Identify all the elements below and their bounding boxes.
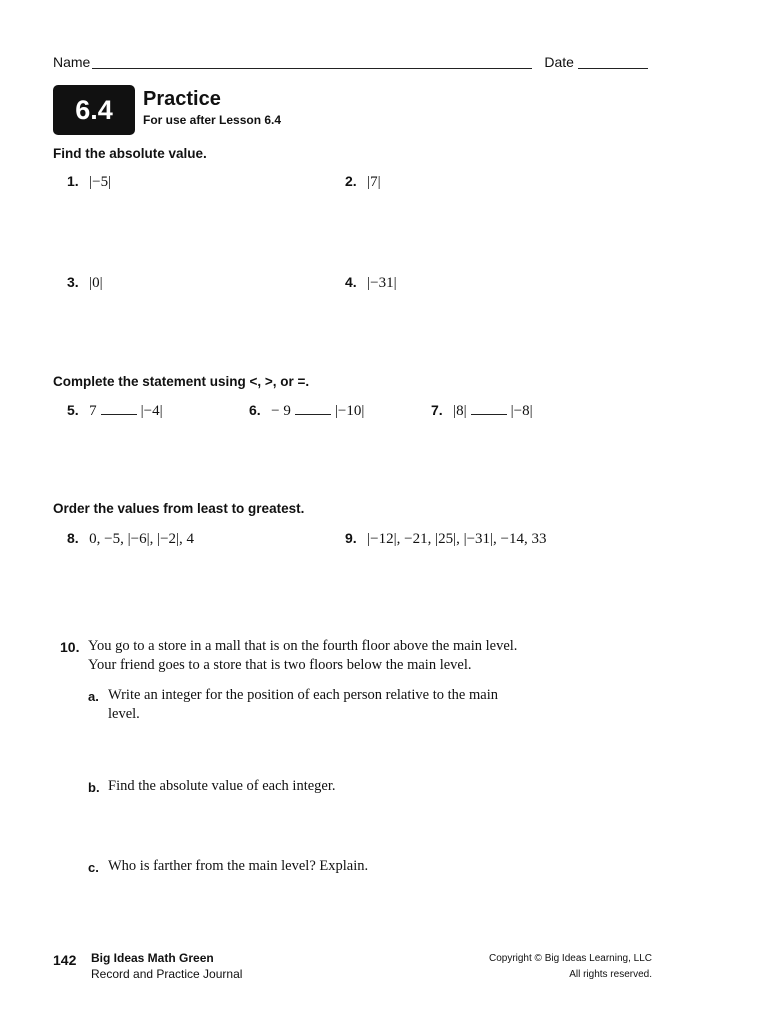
problem-10-line-1: You go to a store in a mall that is on the fourth floor above the main level. [88, 638, 518, 654]
problem-2 [345, 173, 381, 191]
problem-7 [431, 402, 533, 420]
page-title: Practice [143, 88, 221, 110]
name-field[interactable] [92, 56, 532, 69]
book-title: Big Ideas Math Green [91, 951, 214, 965]
problem-3 [67, 274, 103, 292]
lesson-number-badge: 6.4 [53, 85, 135, 135]
problem-number: 8. [67, 530, 79, 546]
instruction-absolute-value: Find the absolute value. [53, 146, 207, 161]
date-field[interactable] [578, 56, 648, 69]
part-a-label: a. [88, 689, 99, 704]
problem-10-text [88, 637, 517, 675]
answer-blank[interactable] [295, 404, 331, 415]
problem-5 [67, 402, 163, 420]
problem-expression: 0, −5, |−6|, |−2|, 4 [89, 531, 195, 547]
problem-10-number: 10. [60, 639, 80, 655]
problem-6 [249, 402, 364, 420]
part-a-line-2: level. [108, 706, 140, 722]
problem-9 [345, 530, 547, 548]
part-a-text [108, 686, 498, 724]
problem-4 [345, 274, 397, 292]
problem-number: 1. [67, 173, 79, 189]
part-b-label: b. [88, 780, 100, 795]
name-date-row [53, 54, 648, 70]
problem-number: 6. [249, 402, 261, 418]
problem-expression: |−5| [89, 174, 112, 190]
part-b-text: Find the absolute value of each integer. [108, 778, 336, 794]
right-expression: |−10| [334, 403, 365, 419]
answer-blank[interactable] [101, 404, 137, 415]
problem-8 [67, 530, 194, 548]
left-expression: − 9 [271, 403, 291, 419]
problem-number: 3. [67, 274, 79, 290]
instruction-order: Order the values from least to greatest. [53, 501, 305, 516]
right-expression: |−4| [140, 403, 163, 419]
problem-expression: |0| [89, 275, 103, 291]
page-subtitle: For use after Lesson 6.4 [143, 113, 282, 127]
copyright-text: Copyright © Big Ideas Learning, LLC [488, 953, 652, 964]
right-expression: |−8| [510, 403, 533, 419]
part-c-text: Who is farther from the main level? Explain. [108, 858, 369, 874]
left-expression: 7 [89, 403, 97, 419]
name-label: Name [53, 54, 91, 70]
part-c-label: c. [88, 860, 99, 875]
problem-number: 9. [345, 530, 357, 546]
date-label: Date [544, 54, 574, 70]
problem-expression: |−12|, −21, |25|, |−31|, −14, 33 [367, 531, 547, 547]
problem-1 [67, 173, 111, 191]
rights-text: All rights reserved. [569, 969, 652, 980]
problem-number: 5. [67, 402, 79, 418]
problem-number: 7. [431, 402, 443, 418]
page-number: 142 [53, 952, 77, 968]
answer-blank[interactable] [471, 404, 507, 415]
problem-number: 2. [345, 173, 357, 189]
problem-number: 4. [345, 274, 357, 290]
problem-10-line-2: Your friend goes to a store that is two floors below the main level. [88, 657, 472, 673]
problem-expression: |−31| [367, 275, 397, 291]
instruction-compare: Complete the statement using <, >, or =. [53, 374, 310, 389]
left-expression: |8| [453, 403, 467, 419]
part-a-line-1: Write an integer for the position of each person relative to the main [108, 687, 498, 703]
problem-expression: |7| [367, 174, 381, 190]
journal-title: Record and Practice Journal [91, 967, 243, 981]
